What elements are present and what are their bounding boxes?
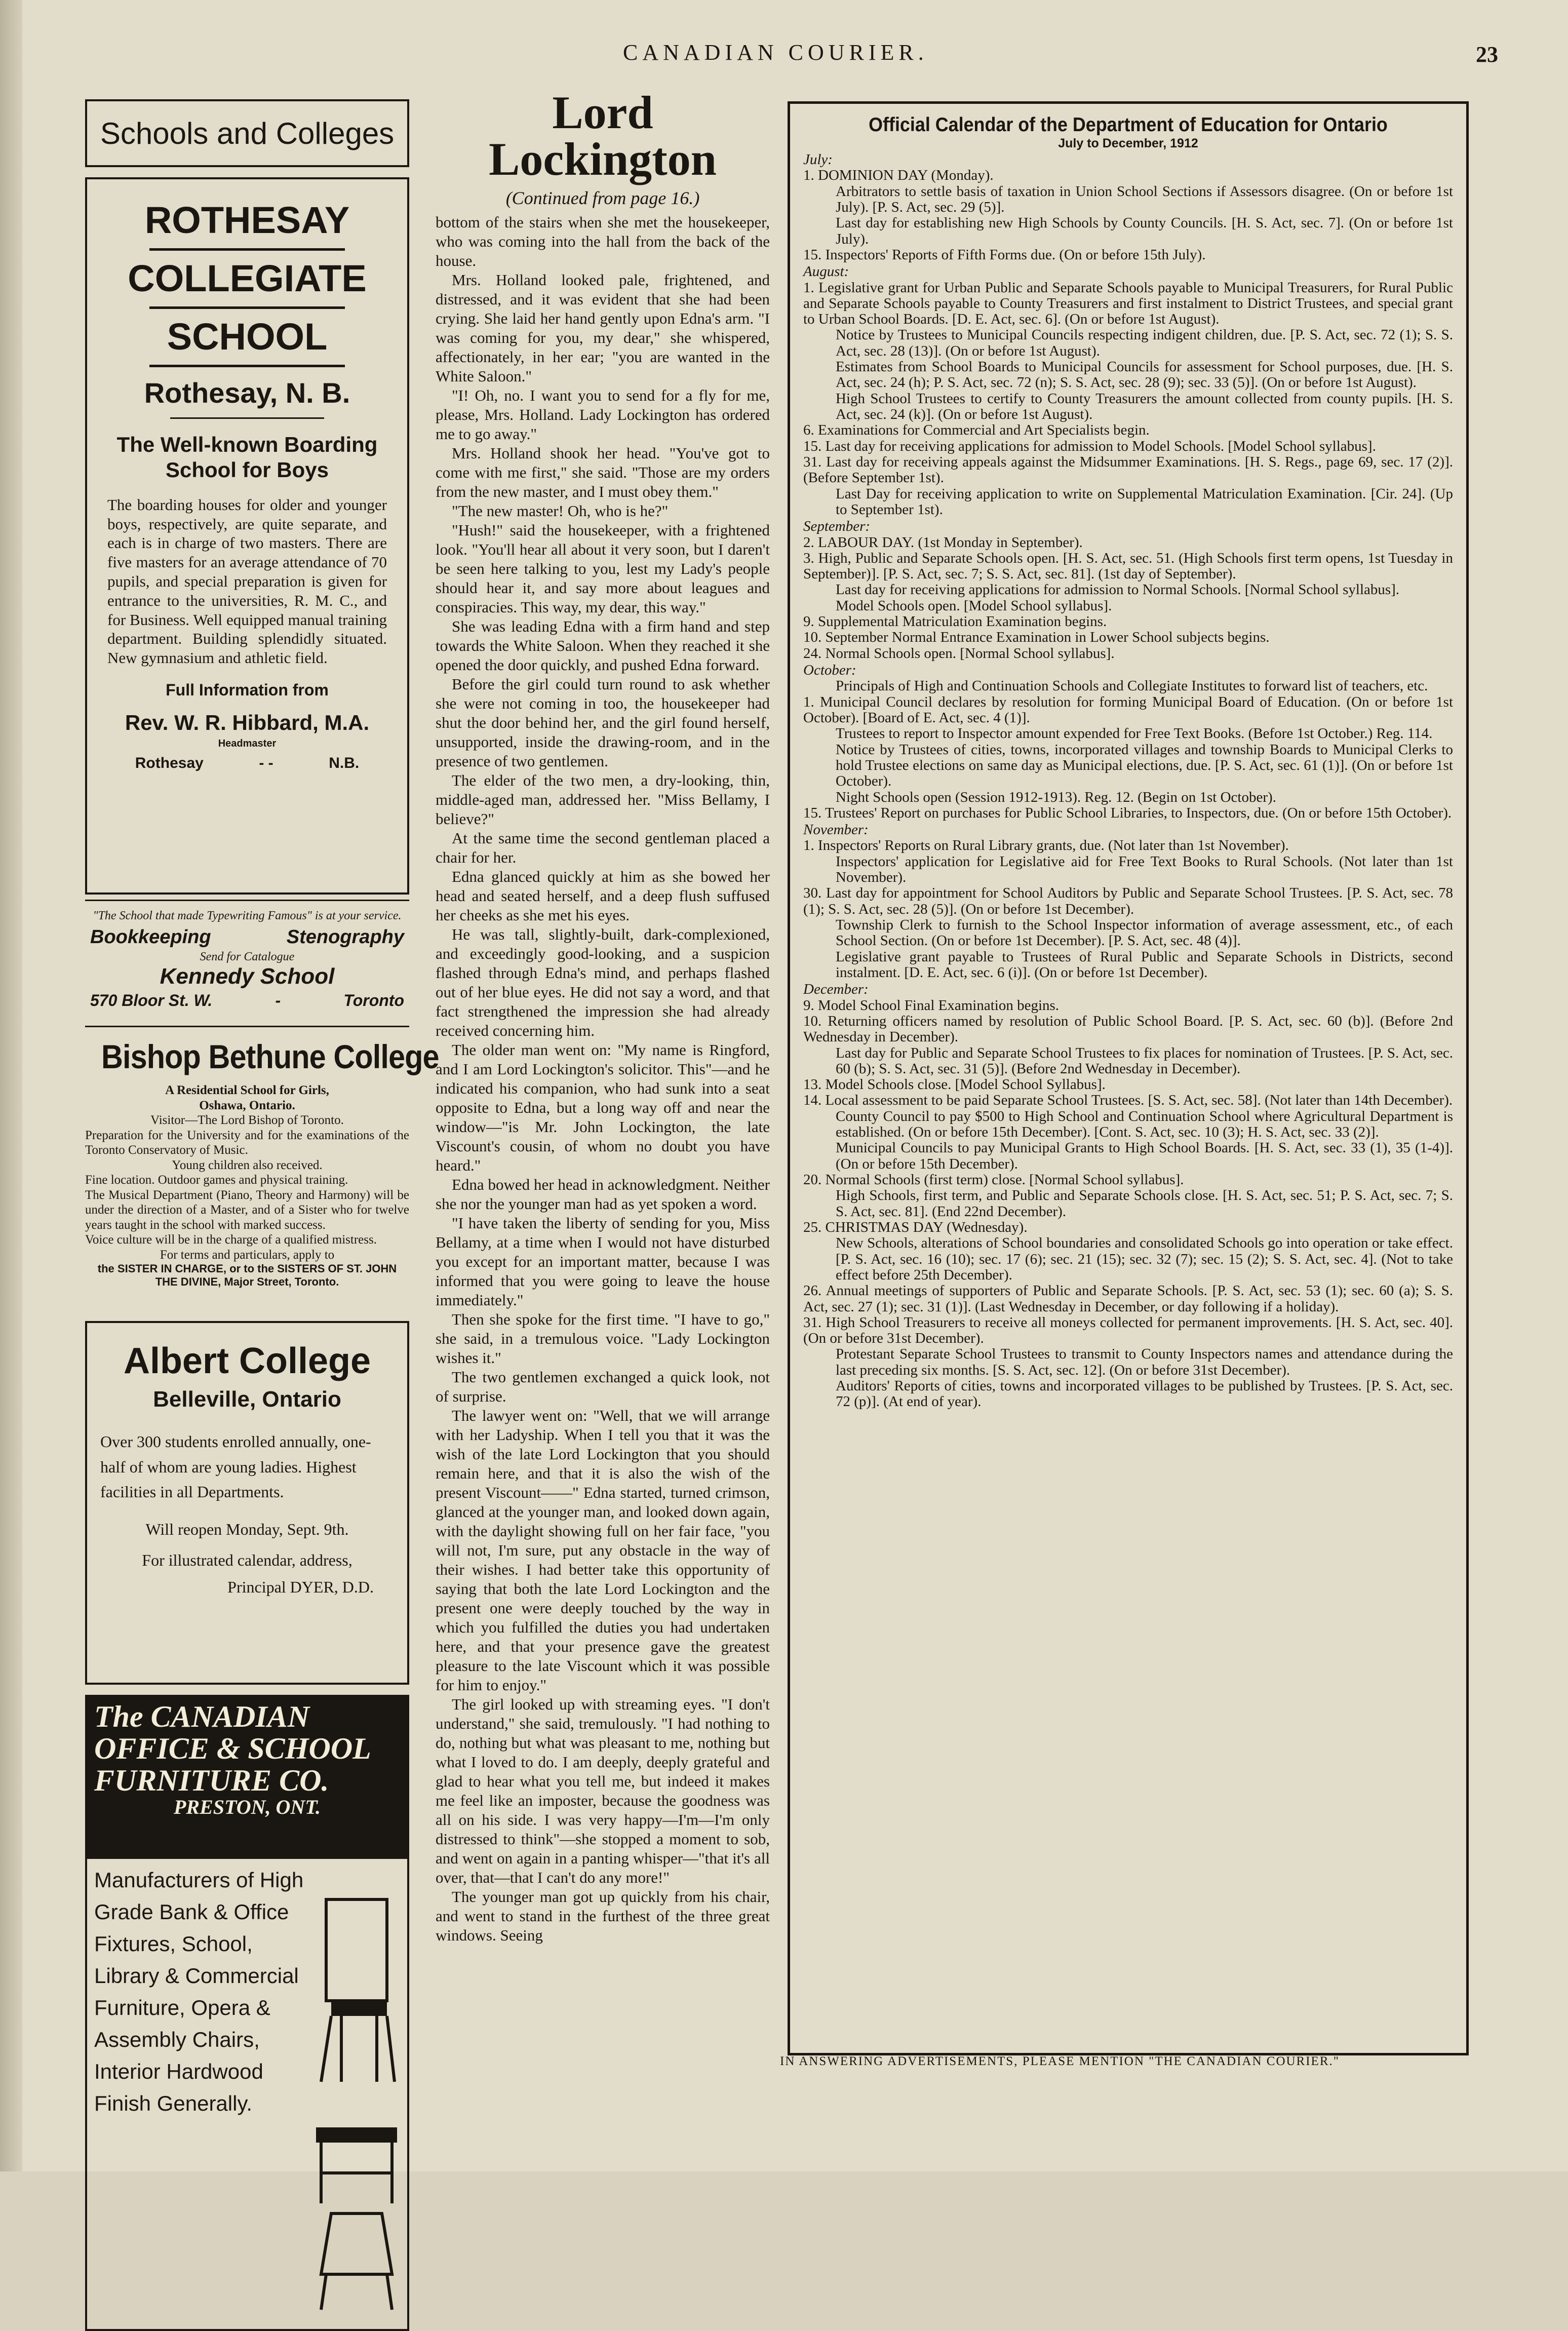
divider xyxy=(149,248,345,251)
bishop-line6: Fine location. Outdoor games and physical training. xyxy=(85,1173,348,1187)
rothesay-ad xyxy=(85,177,409,895)
calendar-entry: Night Schools open (Session 1912-1913). Reg. 12. (Begin on 1st October). xyxy=(836,789,1276,805)
article-paragraph: "I have taken the liberty of sending for you, Miss Bellamy, at a time when I would not have disturbed you except for an important matter, because I was informed that you were going to leave the house immediately." xyxy=(436,1214,770,1309)
bishop-line8: Voice culture will be in the charge of a qualified mistress. xyxy=(85,1233,377,1247)
furniture-head4: PRESTON, ONT. xyxy=(173,1796,321,1818)
month-september: September: xyxy=(803,518,871,535)
rothesay-line1: ROTHESAY xyxy=(144,199,350,241)
article-title: Lord Lockington xyxy=(489,87,717,185)
article-body xyxy=(436,213,770,1945)
calendar-title: Official Calendar of the Department of Education for Ontario xyxy=(869,114,1388,136)
albert-location: Belleville, Ontario xyxy=(153,1387,341,1412)
calendar-entry: 10. Returning officers named by resolution of Public School Board. [P. S. Act, sec. 60 (b)]. (Before 2nd Wednesday in December). xyxy=(803,1013,1453,1045)
binding-gutter xyxy=(0,0,22,2171)
calendar-entry: Last day for Public and Separate School Trustees to fix places for nomination of Trustees. [P. S. Act, sec. 60 (b); S. S. Act, sec. 31 (5)]. (Before 2nd Wednesday in December). xyxy=(836,1044,1453,1077)
albert-principal: Principal DYER, D.D. xyxy=(227,1577,374,1596)
kennedy-address xyxy=(90,991,404,1010)
kennedy-name: Kennedy School xyxy=(160,964,335,989)
article-column xyxy=(436,89,770,1945)
calendar-entry: High School Trustees to certify to County Treasurers the amount collected from county pupils. [H. S. Act, sec. 24 (k)]. (On or before 1st August). xyxy=(836,390,1453,422)
rothesay-address xyxy=(107,755,387,772)
month-november: November: xyxy=(803,822,869,838)
kennedy-motto: "The School that made Typewriting Famous" is at your service. xyxy=(93,909,402,922)
calendar-entry: Last Day for receiving application to write on Supplemental Matriculation Examination. [Cir. 24]. (Up to September 1st). xyxy=(836,485,1453,518)
article-paragraph: She was leading Edna with a firm hand and step towards the White Saloon. When they reached it she opened the door quickly, and pushed Edna forward. xyxy=(436,617,770,674)
article-continued: (Continued from page 16.) xyxy=(505,188,700,208)
article-paragraph: bottom of the stairs when she met the housekeeper, who was coming into the hall from the back of the house. xyxy=(436,213,770,269)
bishop-bethune-ad xyxy=(85,1037,439,1321)
rothesay-tagline: The Well-known Boarding School for Boys xyxy=(116,433,378,482)
bishop-title: Bishop Bethune College xyxy=(101,1038,439,1075)
calendar-entry: Protestant Separate School Trustees to transmit to County Inspectors names and attendance during the last preceding six months. [S. S. Act, sec. 12]. (On or before 31st December). xyxy=(836,1346,1453,1378)
furniture-header xyxy=(87,1697,407,1859)
education-calendar xyxy=(788,101,1469,2055)
kennedy-subject-right: Stenography xyxy=(286,926,404,948)
calendar-entry: Last day for establishing new High Schools by County Councils. [H. S. Act, sec. 7]. (On or before 1st July). xyxy=(836,215,1453,247)
calendar-entry: Legislative grant payable to Trustees of Rural Public and Separate Schools in Districts, second instalment. [D. E. Act, sec. 6 (i)]. (On or before 1st December). xyxy=(836,948,1453,981)
calendar-entry: Last day for receiving applications for admission to Normal Schools. [Normal School syllabus]. xyxy=(836,581,1400,598)
bishop-line2: Oshawa, Ontario. xyxy=(199,1098,295,1112)
kennedy-catalogue: Send for Catalogue xyxy=(200,950,295,963)
furniture-head1: The CANADIAN xyxy=(94,1700,310,1733)
calendar-entry: 1. DOMINION DAY (Monday). xyxy=(803,167,994,184)
calendar-entry: Principals of High and Continuation Schools and Collegiate Institutes to forward list of teachers, etc. xyxy=(836,678,1428,694)
kennedy-subjects xyxy=(90,926,404,948)
calendar-entry: 1. Legislative grant for Urban Public and Separate Schools payable to Municipal Treasurers, for Rural Public and Separate Schools payable to County Treasurers and first instalment to District Trustees, and special grant to Urban School Boards. [D. E. Act, sec. 6]. (On or before 1st August). xyxy=(803,279,1453,328)
bishop-line9: For terms and particulars, apply to xyxy=(160,1248,335,1262)
month-july: July: xyxy=(803,151,833,168)
rothesay-line2: COLLEGIATE xyxy=(128,257,367,299)
article-paragraph: Edna glanced quickly at him as she bowed her head and seated herself, and a deep flush suffused her cheeks as she met his eyes. xyxy=(436,868,770,924)
calendar-entry: 6. Examinations for Commercial and Art Specialists begin. xyxy=(803,422,1150,439)
page-header xyxy=(0,40,1568,75)
rothesay-role: Headmaster xyxy=(218,738,277,750)
calendar-subtitle: July to December, 1912 xyxy=(1058,136,1198,150)
article-paragraph: The two gentlemen exchanged a quick look, not of surprise. xyxy=(436,1368,770,1405)
page-number: 23 xyxy=(1476,42,1498,67)
month-august: August: xyxy=(803,263,849,280)
calendar-entry: 2. LABOUR DAY. (1st Monday in September). xyxy=(803,534,1083,551)
calendar-entry: 15. Trustees' Report on purchases for Public School Libraries, to Inspectors, due. (On or before 15th October). xyxy=(803,804,1452,821)
divider xyxy=(149,306,345,309)
calendar-entry: Arbitrators to settle basis of taxation in Union School Sections if Assessors disagree. (On or before 1st July). [P. S. Act, sec. 29 (5)]. xyxy=(836,183,1453,215)
calendar-entry: 14. Local assessment to be paid Separate School Trustees. [S. S. Act, sec. 58]. (Not later than 14th December). xyxy=(803,1092,1453,1109)
article-paragraph: Before the girl could turn round to ask whether she were not coming in too, the housekeeper had shut the door behind her, and the girl found herself, unsupported, inside the drawing-room, and in the presence of two gentlemen. xyxy=(436,675,770,770)
calendar-entry: Trustees to report to Inspector amount expended for Free Text Books. (Before 1st October.) Reg. 114. xyxy=(836,725,1433,742)
calendar-entry: 25. CHRISTMAS DAY (Wednesday). xyxy=(803,1219,1028,1235)
article-paragraph: Mrs. Holland shook her head. "You've got to come with me first," she said. "Those are my orders from the new master, and I must obey them." xyxy=(436,444,770,500)
rothesay-place: Rothesay xyxy=(135,755,204,772)
calendar-entry: 26. Annual meetings of supporters of Public and Separate Schools. [P. S. Act, sec. 53 (1); sec. 60 (a); S. S. Act, sec. 27 (1); sec. 31 (1)]. (Last Wednesday in December, or day following if a holiday). xyxy=(803,1283,1453,1315)
article-paragraph: Edna bowed her head in acknowledgment. Neither she nor the younger man had as yet spoken a word. xyxy=(436,1176,770,1213)
calendar-entry: 15. Inspectors' Reports of Fifth Forms due. (On or before 15th July). xyxy=(803,246,1206,263)
calendar-entry: 9. Model School Final Examination begins. xyxy=(803,997,1060,1014)
publication-title: CANADIAN COURIER. xyxy=(623,40,928,65)
article-paragraph: The girl looked up with streaming eyes. "I don't understand," she said, tremulously. "I had nothing to do, nothing but what was pleasant to me, nothing but what I loved to do. I am deeply, deeply grateful and glad to hear what you tell me, but indeed it makes me feel like an imposter, because the goodness was all on his side. I was very happy—I'm—I'm only distressed to think"—she stopped a moment to sob, and went on again in a panting whisper—"that it's all over, that—that I can't do any more!" xyxy=(436,1695,770,1886)
calendar-entry: High Schools, first term, and Public and Separate Schools close. [H. S. Act, sec. 51; P. S. Act, sec. 7; S. S. Act, sec. 81]. (End 22nd December). xyxy=(836,1187,1453,1220)
rothesay-description: The boarding houses for older and younger boys, respectively, are quite separate, and each is in charge of two masters. There are five masters for an average attendance of 70 pupils, and special preparation is given for entrance to the universities, R. M. C., and for Business. Well equipped manual training department. Building splendidly situated. New gymnasium and athletic field. xyxy=(107,495,387,667)
albert-calendar: For illustrated calendar, address, xyxy=(142,1550,352,1569)
calendar-entry: New Schools, alterations of School boundaries and consolidated Schools go into operation or take effect. [P. S. Act, sec. 16 (10); sec. 17 (6); sec. 21 (15); sec. 32 (7); sec. 15 (2); S. S. Act, sec. 4]. (Not to take effect before 25th December). xyxy=(836,1235,1453,1283)
bishop-line10: the SISTER IN CHARGE, or to the SISTERS OF ST. JOHN THE DIVINE, Major Street, Toronto. xyxy=(97,1262,397,1288)
school-chair-illustration xyxy=(311,1889,402,2315)
calendar-entry: 13. Model Schools close. [Model School Syllabus]. xyxy=(803,1076,1106,1093)
calendar-entry: Estimates from School Boards to Municipal Councils for assessment for School purposes, due. [H. S. Act, sec. 24 (h); P. S. Act, sec. 72 (n); S. S. Act, sec. 28 (9); sec. 33 (5)]. (On or before 1st August). xyxy=(836,359,1453,391)
calendar-entry: 3. High, Public and Separate Schools open. [H. S. Act, sec. 51. (High Schools first term opens, 1st Tuesday in September)]. [P. S. Act, sec. 7; S. S. Act, sec. 81]. (1st day of September). xyxy=(803,550,1453,582)
calendar-entry: Auditors' Reports of cities, towns and incorporated villages to be published by Trustees. [P. S. Act, sec. 72 (p)]. (At end of year). xyxy=(836,1378,1453,1410)
calendar-entry: 31. High School Treasurers to receive all moneys collected for permanent improvements. [H. S. Act, sec. 40]. (On or before 31st December). xyxy=(803,1314,1453,1347)
calendar-entry: 20. Normal Schools (first term) close. [Normal School syllabus]. xyxy=(803,1172,1184,1188)
calendar-entries xyxy=(803,152,1453,1410)
calendar-entry: Model Schools open. [Model School syllabus]. xyxy=(836,597,1112,614)
rothesay-location: Rothesay, N. B. xyxy=(144,377,350,409)
albert-college-ad xyxy=(85,1321,409,1685)
kennedy-subject-left: Bookkeeping xyxy=(90,926,211,948)
article-paragraph: "The new master! Oh, who is he?" xyxy=(452,502,669,520)
calendar-entry: Municipal Councils to pay Municipal Grants to High School Boards. [H. S. Act, sec. 33 (1), 35 (1-4)]. (On or before 15th December). xyxy=(836,1140,1453,1172)
article-paragraph: The elder of the two men, a dry-looking, thin, middle-aged man, addressed her. "Miss Bellamy, I believe?" xyxy=(436,771,770,828)
calendar-entry: 24. Normal Schools open. [Normal School syllabus]. xyxy=(803,645,1115,662)
calendar-entry: 9. Supplemental Matriculation Examination begins. xyxy=(803,613,1107,630)
furniture-head3: FURNITURE CO. xyxy=(94,1764,329,1797)
furniture-company-ad xyxy=(85,1695,409,2331)
month-october: October: xyxy=(803,662,856,678)
calendar-entry: Notice by Trustees of cities, towns, incorporated villages and township Boards to Municipal Clerks to hold Trustee elections on same day as Municipal elections, due. [P. S. Act, sec. 61 (1)]. (On or before 1st October). xyxy=(836,741,1453,790)
calendar-entry: Notice by Trustees to Municipal Councils respecting indigent children, due. [P. S. Act, sec. 72 (1); S. S. Act, sec. 28 (13)]. (On or before 1st August). xyxy=(836,327,1453,359)
article-paragraph: Mrs. Holland looked pale, frightened, and distressed, and it was evident that she had been crying. She laid her hand gently upon Edna's arm. "I was coming for you, my dear," she whispered, affectionately, in her ear; "you are wanted in the White Saloon." xyxy=(436,271,770,385)
page-footer: IN ANSWERING ADVERTISEMENTS, PLEASE MENTION "THE CANADIAN COURIER." xyxy=(780,2054,1340,2068)
divider xyxy=(170,417,324,419)
article-paragraph: The younger man got up quickly from his chair, and went to stand in the furthest of the three great windows. Seeing xyxy=(436,1888,770,1944)
article-paragraph: The lawyer went on: "Well, that we will arrange with her Ladyship. When I tell you that it was the wish of the late Lord Lockington that you should remain here, and that it is also the wish of the present Viscount——" Edna started, turned crimson, glanced at the younger man, and looked down again, with the daylight showing full on her fair face, "you will not, I'm sure, put any obstacle in the way of their wishes. I had better take this opportunity of saying that both the late Lord Lockington and the present one were deeply touched by the way in which you fulfilled the duties you had undertaken here, and that your presence gave the greatest pleasure to the late Viscount which it was possible for him to enjoy." xyxy=(436,1407,770,1694)
rothesay-contact: Rev. W. R. Hibbard, M.A. xyxy=(125,711,370,735)
bishop-line5: Young children also received. xyxy=(172,1158,323,1172)
article-paragraph: He was tall, slightly-built, dark-complexioned, and exceedingly good-looking, and a suspicion flashed through Edna's mind, and perhaps flashed out of her blue eyes. He did not say a word, and that fact strengthened the impression she had already received concerning him. xyxy=(436,925,770,1039)
article-paragraph: "I! Oh, no. I want you to send for a fly for me, please, Mrs. Holland. Lady Lockington has ordered me to go away." xyxy=(436,386,770,443)
bishop-line1: A Residential School for Girls, xyxy=(165,1083,329,1097)
bishop-line7: The Musical Department (Piano, Theory and Harmony) will be under the direction of a Master, and of a Sister who for twelve years taught in the school with marked success. xyxy=(85,1188,409,1232)
kennedy-city: Toronto xyxy=(343,991,404,1009)
rothesay-dashes: - - xyxy=(259,755,273,772)
albert-body: Over 300 students enrolled annually, one-half of whom are young ladies. Highest facilities in all Departments. xyxy=(100,1432,371,1501)
kennedy-ad xyxy=(85,900,409,1027)
kennedy-dash: - xyxy=(275,991,281,1009)
rothesay-province: N.B. xyxy=(329,755,360,772)
calendar-entry: 1. Municipal Council declares by resolution for forming Municipal Board of Education. (On or before 1st October). [Board of E. Act, sec. 4 (1)]. xyxy=(803,693,1453,726)
divider xyxy=(149,365,345,367)
calendar-entry: 10. September Normal Entrance Examination in Lower School subjects begins. xyxy=(803,629,1270,646)
article-paragraph: At the same time the second gentleman placed a chair for her. xyxy=(436,829,770,866)
month-december: December: xyxy=(803,981,869,998)
schools-colleges-header: Schools and Colleges xyxy=(85,99,409,167)
calendar-entry: 1. Inspectors' Reports on Rural Library grants, due. (Not later than 1st November). xyxy=(803,837,1289,854)
calendar-entry: County Council to pay $500 to High School and Continuation School where Agricultural Department is established. (On or before 15th December). [Cont. S. Act, sec. 10 (3); H. S. Act, sec. 33 (2)]. xyxy=(836,1108,1453,1141)
calendar-entry: 30. Last day for appointment for School Auditors by Public and Separate School Trustees. [P. S. Act, sec. 78 (1); S. S. Act, sec. 28 (5)]. (On or before 1st December). xyxy=(803,885,1453,917)
furniture-body: Manufacturers of High Grade Bank & Office Fixtures, School, Library & Commercial Furniture, Opera & Assembly Chairs, Interior Hardwood Finish Generally. xyxy=(94,1868,304,2115)
furniture-head2: OFFICE & SCHOOL xyxy=(94,1732,371,1765)
calendar-entry: Inspectors' application for Legislative aid for Free Text Books to Rural Schools. (Not later than 1st November). xyxy=(836,853,1453,886)
albert-title: Albert College xyxy=(123,1341,371,1381)
calendar-entry: Township Clerk to furnish to the School Inspector information of average assessment, etc., of each School Section. (On or before 1st December). [P. S. Act, sec. 48 (4)]. xyxy=(836,917,1453,949)
article-paragraph: Then she spoke for the first time. "I have to go," she said, in a tremulous voice. "Lady Lockington wishes it." xyxy=(436,1310,770,1367)
calendar-entry: 15. Last day for receiving applications for admission to Model Schools. [Model School syllabus]. xyxy=(803,438,1376,454)
kennedy-street: 570 Bloor St. W. xyxy=(90,991,213,1009)
albert-reopen: Will reopen Monday, Sept. 9th. xyxy=(145,1520,349,1538)
article-paragraph: The older man went on: "My name is Ringford, and I am Lord Lockington's solicitor. This"—and he indicated his companion, who had sunk into a seat opposite to Edna, but a long way off and near the window—"is Mr. John Lockington, the late Viscount's cousin, of whom no doubt you have heard." xyxy=(436,1041,770,1174)
bishop-line4: Preparation for the University and for the examinations of the Toronto Conservatory of Music. xyxy=(85,1128,409,1157)
rothesay-info: Full Information from xyxy=(166,681,329,700)
bishop-line3: Visitor—The Lord Bishop of Toronto. xyxy=(150,1113,344,1127)
advertisements-column xyxy=(85,99,439,2331)
calendar-entry: 31. Last day for receiving appeals against the Midsummer Examinations. [H. S. Regs., page 69, sec. 17 (2)]. (Before September 1st). xyxy=(803,453,1453,486)
article-paragraph: "Hush!" said the housekeeper, with a frightened look. "You'll hear all about it very soon, but I daren't be seen here talking to you, lest my Lady's people should hear it, and say more about leagues and conspiracies. This way, my dear, this way." xyxy=(436,521,770,616)
rothesay-line3: SCHOOL xyxy=(167,316,328,358)
